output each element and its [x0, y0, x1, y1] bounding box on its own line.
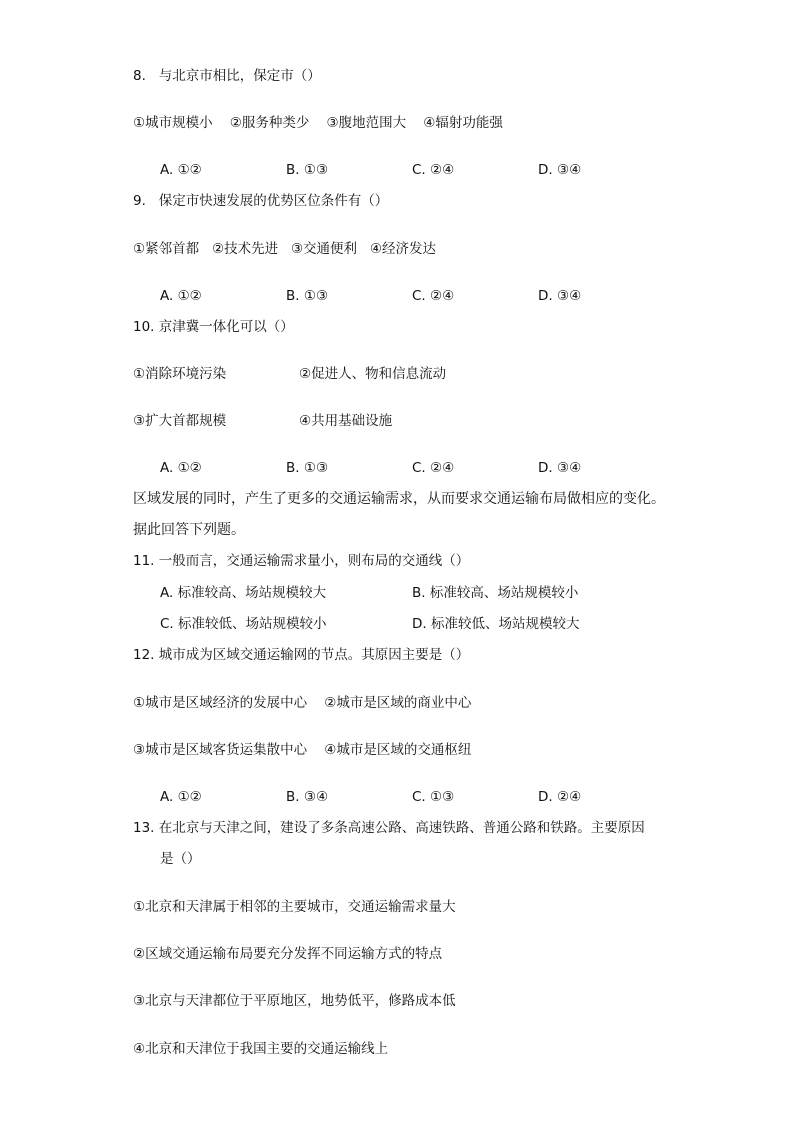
q11-option-a: A. 标准较高、场站规模较大: [160, 585, 327, 601]
q9-option-c: C. ②④: [412, 288, 455, 304]
q13-item-3: ③北京与天津都位于平原地区，地势低平，修路成本低: [133, 993, 456, 1009]
q13-stem-line-1: 13. 在北京与天津之间，建设了多条高速公路、高速铁路、普通公路和铁路。主要原因: [133, 820, 645, 836]
q10-option-d: D. ③④: [538, 460, 582, 476]
q12-option-c: C. ①③: [412, 789, 455, 805]
q13-item-2: ②区域交通运输布局要充分发挥不同运输方式的特点: [133, 946, 443, 962]
q8-option-c: C. ②④: [412, 162, 455, 178]
q10-item-1: ①消除环境污染: [133, 366, 227, 382]
q12-items-line-1: ①城市是区域经济的发展中心 ②城市是区域的商业中心: [133, 695, 472, 711]
q9-stem: 9. 保定市快速发展的优势区位条件有（）: [133, 193, 389, 209]
q11-option-c: C. 标准较低、场站规模较小: [160, 616, 327, 632]
q8-items: ①城市规模小 ②服务种类少 ③腹地范围大 ④辐射功能强: [133, 115, 503, 131]
q12-stem: 12. 城市成为区域交通运输网的节点。其原因主要是（）: [133, 647, 470, 663]
q9-option-a: A. ①②: [160, 288, 202, 304]
q8-stem: 8. 与北京市相比，保定市（）: [133, 68, 321, 84]
q12-option-a: A. ①②: [160, 789, 202, 805]
q11-stem: 11. 一般而言，交通运输需求量小，则布局的交通线（）: [133, 553, 470, 569]
q12-option-d: D. ②④: [538, 789, 582, 805]
q10-item-4: ④共用基础设施: [299, 413, 393, 429]
q12-items-line-2: ③城市是区域客货运集散中心 ④城市是区域的交通枢纽: [133, 742, 472, 758]
intro-line-2: 据此回答下列题。: [133, 522, 245, 538]
q8-option-d: D. ③④: [538, 162, 582, 178]
q11-option-d: D. 标准较低、场站规模较大: [412, 616, 580, 632]
q10-option-a: A. ①②: [160, 460, 202, 476]
q13-item-1: ①北京和天津属于相邻的主要城市，交通运输需求量大: [133, 899, 456, 915]
q10-option-c: C. ②④: [412, 460, 455, 476]
q10-item-3: ③扩大首都规模: [133, 413, 227, 429]
q8-option-b: B. ①③: [286, 162, 329, 178]
q8-option-a: A. ①②: [160, 162, 202, 178]
q10-stem: 10. 京津冀一体化可以（）: [133, 319, 294, 335]
q9-option-d: D. ③④: [538, 288, 582, 304]
q10-item-2: ②促进人、物和信息流动: [299, 366, 447, 382]
q12-option-b: B. ③④: [286, 789, 329, 805]
q13-item-4: ④北京和天津位于我国主要的交通运输线上: [133, 1041, 389, 1057]
q9-items: ①紧邻首都 ②技术先进 ③交通便利 ④经济发达: [133, 241, 437, 257]
q9-option-b: B. ①③: [286, 288, 329, 304]
q10-option-b: B. ①③: [286, 460, 329, 476]
q11-option-b: B. 标准较高、场站规模较小: [412, 585, 579, 601]
intro-line-1: 区域发展的同时，产生了更多的交通运输需求，从而要求交通运输布局做相应的变化。: [133, 491, 665, 507]
q13-stem-line-2: 是（）: [160, 851, 201, 867]
